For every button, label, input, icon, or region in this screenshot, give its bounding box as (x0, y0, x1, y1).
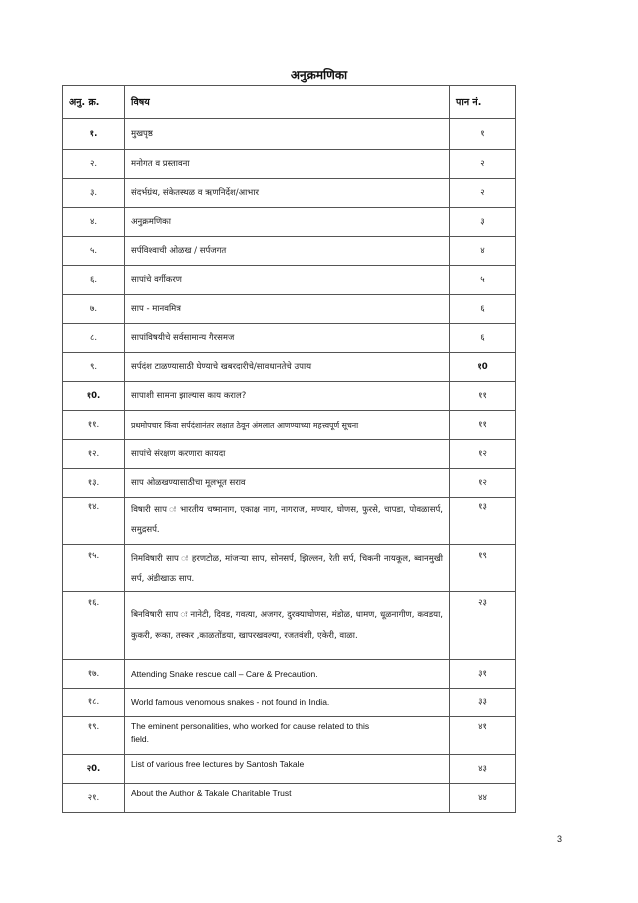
row-page: १९ (450, 545, 516, 592)
row-page: ४१ (450, 717, 516, 755)
row-sr: १२. (63, 440, 125, 469)
row-subject: अनुक्रमणिका (125, 208, 450, 237)
row-subject: बिनविषारी साप ः नानेटी, दिवड, गवत्या, अजगर, दुरक्याघोणस, मंडोळ, धामण, धूळनागीण, कवडया, कुकरी, रूका, तस्कर ,काळतोंडया, खापरखवल्या, रजतवंशी, एकेरी, वाळा. (125, 592, 450, 660)
row-page: २३ (450, 592, 516, 660)
table-header-row (63, 86, 516, 119)
row-sr: १४. (63, 498, 125, 545)
row-page: १३ (450, 498, 516, 545)
row-sr: ११. (63, 411, 125, 440)
table-row (63, 660, 516, 689)
row-page: ३१ (450, 660, 516, 689)
contents-table (62, 85, 516, 813)
table-row (63, 717, 516, 755)
table-row (63, 411, 516, 440)
row-sr: १. (63, 119, 125, 150)
table-row (63, 237, 516, 266)
row-sr: ५. (63, 237, 125, 266)
row-page: १२ (450, 440, 516, 469)
row-sr: २१. (63, 784, 125, 813)
row-subject: प्रथमोपचार किंवा सर्पदंशानंतर लक्षात ठेवून अंमलात आणण्याच्या महत्त्वपूर्ण सूचना (125, 411, 450, 440)
row-subject: Attending Snake rescue call – Care & Precaution. (125, 660, 450, 689)
table-row (63, 266, 516, 295)
row-subject: About the Author & Takale Charitable Trust (125, 784, 450, 813)
row-sr: ७. (63, 295, 125, 324)
row-sr: १0. (63, 382, 125, 411)
row-sr: १५. (63, 545, 125, 592)
page-number: 3 (557, 834, 563, 844)
row-sr: ८. (63, 324, 125, 353)
table-row (63, 150, 516, 179)
row-subject: The eminent personalities, who worked for cause related to this field. (125, 717, 450, 755)
row-page: ३३ (450, 689, 516, 717)
row-subject: साप ओळखण्यासाठीचा मूलभूत सराव (125, 469, 450, 498)
row-page: ३ (450, 208, 516, 237)
row-page: ४३ (450, 755, 516, 784)
row-sr: ६. (63, 266, 125, 295)
row-sr: १३. (63, 469, 125, 498)
row-subject: World famous venomous snakes - not found in India. (125, 689, 450, 717)
row-subject: विषारी साप ः भारतीय चष्मानाग, एकाक्ष नाग, नागराज, मण्यार, घोणस, फुरसे, चापडा, पोवळासर्प, समुद्रसर्प. (125, 498, 450, 545)
table-row (63, 208, 516, 237)
table-row (63, 440, 516, 469)
table-row (63, 498, 516, 545)
table-row (63, 382, 516, 411)
row-page: ११ (450, 411, 516, 440)
page-title: अनुक्रमणिका (290, 68, 348, 82)
table-row (63, 469, 516, 498)
row-subject: मनोगत व प्रस्तावना (125, 150, 450, 179)
row-page: १ (450, 119, 516, 150)
row-sr: २0. (63, 755, 125, 784)
row-subject: निमविषारी साप ः हरणटोळ, मांजऱ्या साप, सोनसर्प, झिल्लन, रेती सर्प, चिकनी नायकूल, ब्वानमुखी सर्प, अंडीखाऊ साप. (125, 545, 450, 592)
row-sr: ९. (63, 353, 125, 382)
row-subject: सापाशी सामना झाल्यास काय कराल? (125, 382, 450, 411)
table-row (63, 545, 516, 592)
row-sr: १६. (63, 592, 125, 660)
row-subject: List of various free lectures by Santosh Takale (125, 755, 450, 784)
row-sr: ३. (63, 179, 125, 208)
row-subject: सर्पदंश टाळण्यासाठी घेण्याचे खबरदारीचे/सावधानतेचे उपाय (125, 353, 450, 382)
row-sr: ४. (63, 208, 125, 237)
table-row (63, 353, 516, 382)
row-subject: मुखपृष्ठ (125, 119, 450, 150)
row-page: ४ (450, 237, 516, 266)
row-subject: संदर्भग्रंथ, संकेतस्थळ व ऋणनिर्देश/आभार (125, 179, 450, 208)
row-subject: सापांचे वर्गीकरण (125, 266, 450, 295)
header-sr: अनु. क्र. (63, 86, 125, 119)
table-row (63, 295, 516, 324)
row-page: ४४ (450, 784, 516, 813)
header-page: पान नं. (450, 86, 516, 119)
row-subject: सापांविषयीचे सर्वसामान्य गैरसमज (125, 324, 450, 353)
row-sr: १८. (63, 689, 125, 717)
row-sr: १९. (63, 717, 125, 755)
row-sr: २. (63, 150, 125, 179)
table-row (63, 755, 516, 784)
table-row (63, 119, 516, 150)
header-subject: विषय (125, 86, 450, 119)
table-row (63, 784, 516, 813)
row-page: ११ (450, 382, 516, 411)
row-page: ५ (450, 266, 516, 295)
row-page: १२ (450, 469, 516, 498)
row-page: २ (450, 179, 516, 208)
row-subject: सापांचे संरक्षण करणारा कायदा (125, 440, 450, 469)
table-row (63, 179, 516, 208)
table-row (63, 592, 516, 660)
row-page: १0 (450, 353, 516, 382)
row-page: ६ (450, 324, 516, 353)
row-subject: साप - मानवमित्र (125, 295, 450, 324)
table-row (63, 324, 516, 353)
row-page: २ (450, 150, 516, 179)
row-subject: सर्पविश्वाची ओळख / सर्पजगत (125, 237, 450, 266)
table-row (63, 689, 516, 717)
row-sr: १७. (63, 660, 125, 689)
row-page: ६ (450, 295, 516, 324)
